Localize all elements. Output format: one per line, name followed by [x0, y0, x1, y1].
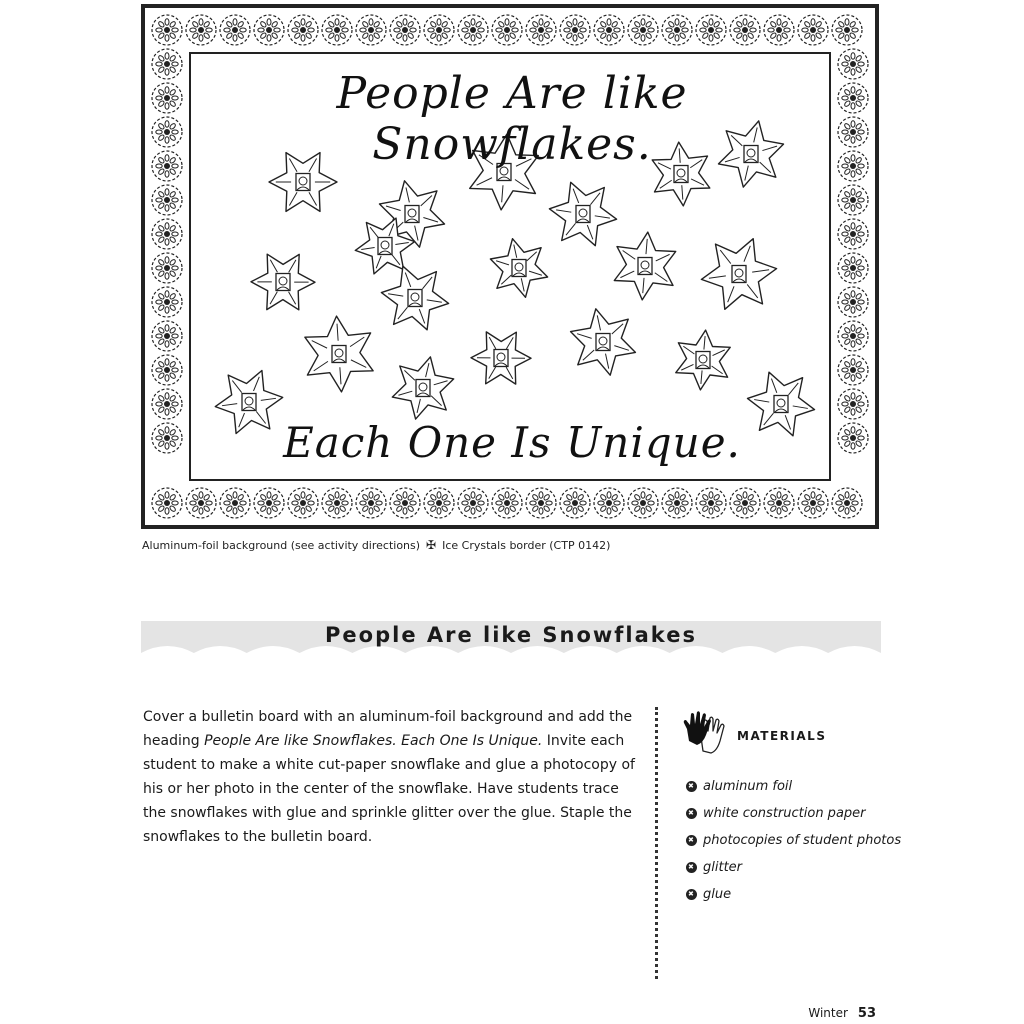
snowflake [381, 266, 448, 330]
lace-rosette [220, 488, 250, 518]
illustration-caption [142, 538, 610, 552]
materials-item: ✖ glue [686, 881, 901, 908]
lace-rosette [356, 15, 386, 45]
dotted-divider [655, 707, 658, 979]
board-background [189, 52, 831, 481]
lace-rosette [838, 49, 868, 79]
lace-rosette [152, 355, 182, 385]
lace-rosette [424, 15, 454, 45]
snowflake [571, 309, 636, 375]
bullet-icon [686, 862, 697, 873]
lace-rosette [526, 488, 556, 518]
lace-rosette [390, 488, 420, 518]
bulletin-board-illustration [141, 4, 879, 529]
hands-icon [683, 711, 735, 755]
lace-rosette [838, 287, 868, 317]
lace-rosette [696, 15, 726, 45]
lace-rosette [662, 488, 692, 518]
lace-rosette [838, 423, 868, 453]
lace-rosette [152, 253, 182, 283]
snowflake [305, 316, 373, 392]
bullet-icon [686, 835, 697, 846]
lace-rosette [798, 15, 828, 45]
lace-rosette [628, 15, 658, 45]
lace-rosette [560, 488, 590, 518]
lace-rosette [764, 488, 794, 518]
lace-rosette [560, 15, 590, 45]
snowflake [251, 254, 315, 310]
caption-left: Aluminum-foil background (see activity directions) [142, 539, 421, 552]
lace-rosette [492, 15, 522, 45]
lace-rosette [838, 117, 868, 147]
caption-right: Ice Crystals border (CTP 0142) [442, 539, 611, 552]
directions-rest: Invite each student to make a white cut-paper snowflake and glue a photocopy of his or her photo in the center of the snowflake. Have students trace the snowflakes with glue and sprinkle glitter over the glue. Staple the snowflakes to the bulletin board. [143, 733, 635, 845]
lace-rosette [628, 488, 658, 518]
lace-rosette [186, 488, 216, 518]
lace-rosette [254, 15, 284, 45]
lace-rosette [764, 15, 794, 45]
lace-rosette [152, 151, 182, 181]
lace-rosette [152, 83, 182, 113]
lace-rosette [186, 15, 216, 45]
lace-rosette [838, 151, 868, 181]
page-number: 53 [857, 1006, 876, 1021]
lace-rosette [254, 488, 284, 518]
materials-header [683, 711, 883, 753]
lace-rosette [594, 488, 624, 518]
lace-rosette [696, 488, 726, 518]
lace-rosette [838, 219, 868, 249]
lace-rosette [220, 15, 250, 45]
lace-rosette [832, 15, 862, 45]
snowflake [549, 182, 616, 245]
directions-intro: Cover a bulletin board with an aluminum-foil background and add the heading [143, 709, 633, 749]
lace-rosette [152, 49, 182, 79]
board-heading-top: People Are like Snowflakes. [336, 68, 688, 170]
snowflake [701, 239, 776, 310]
bullet-icon [686, 889, 697, 900]
section-banner [141, 621, 881, 667]
materials-item: ✖ white construction paper [686, 800, 901, 827]
lace-rosette [730, 15, 760, 45]
clover-icon: ✠ [426, 538, 437, 552]
snowflake [490, 239, 547, 298]
snowflake [676, 330, 730, 390]
lace-rosette [838, 389, 868, 419]
lace-rosette [152, 321, 182, 351]
lace-rosette [322, 15, 352, 45]
lace-rosette [390, 15, 420, 45]
lace-rosette [838, 321, 868, 351]
lace-rosette [838, 83, 868, 113]
materials-item: ✖ photocopies of student photos [686, 827, 901, 854]
lace-rosette [152, 219, 182, 249]
lace-rosette [288, 15, 318, 45]
lace-rosette [152, 423, 182, 453]
materials-item: ✖ aluminum foil [686, 773, 901, 800]
snowflake [614, 232, 675, 300]
directions-heading-quote: People Are like Snowflakes. Each One Is Unique. [204, 733, 543, 749]
materials-item: ✖ glitter [686, 854, 901, 881]
lace-rosette [832, 488, 862, 518]
lace-rosette [458, 15, 488, 45]
lace-rosette [152, 287, 182, 317]
lace-rosette [662, 15, 692, 45]
snowflake [471, 332, 531, 384]
lace-rosette [288, 488, 318, 518]
lace-rosette [322, 488, 352, 518]
lace-rosette [152, 488, 182, 518]
footer-section: Winter [808, 1006, 848, 1020]
bullet-icon [686, 781, 697, 792]
bullet-icon [686, 808, 697, 819]
snowflake [392, 357, 453, 419]
lace-rosette [152, 389, 182, 419]
lace-rosette [838, 185, 868, 215]
lace-rosette [730, 488, 760, 518]
lace-rosette [838, 253, 868, 283]
lace-rosette [798, 488, 828, 518]
lace-rosette [152, 117, 182, 147]
lace-rosette [838, 355, 868, 385]
board-heading-bottom: Each One Is Unique. [283, 418, 741, 467]
lace-rosette [152, 185, 182, 215]
materials-title: MATERIALS [737, 729, 827, 743]
materials-list [686, 773, 901, 908]
lace-rosette [152, 15, 182, 45]
lace-rosette [424, 488, 454, 518]
lace-rosette [526, 15, 556, 45]
lace-rosette [458, 488, 488, 518]
lace-rosette [492, 488, 522, 518]
lace-rosette [356, 488, 386, 518]
section-title: People Are like Snowflakes [325, 623, 697, 647]
lace-rosette [594, 15, 624, 45]
page-footer [808, 1006, 876, 1021]
activity-directions [143, 705, 643, 849]
